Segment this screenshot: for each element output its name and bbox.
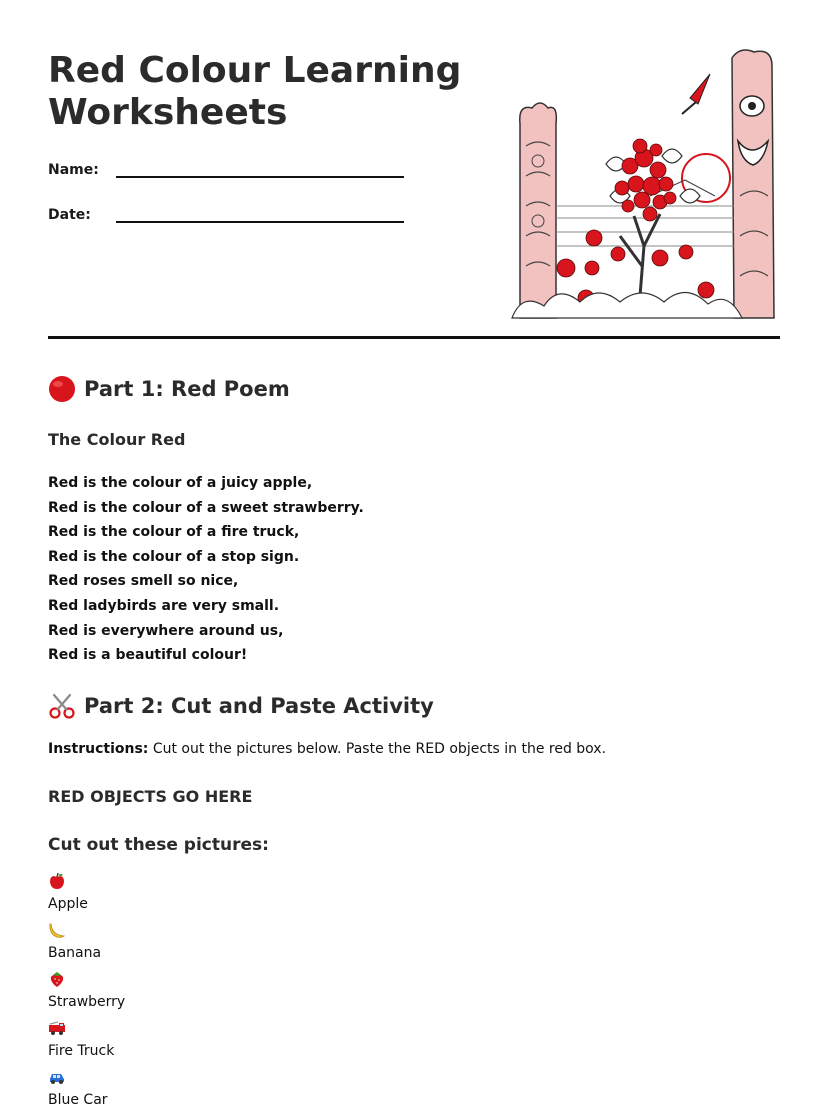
item-name: Banana [48,945,102,961]
poem-line: Red is the colour of a stop sign. [48,548,300,565]
poem-line: Red is the colour of a sweet strawberry. [48,499,364,516]
item-name: Strawberry [48,994,126,1010]
item-name: Blue Car [48,1092,108,1108]
scissors-icon [48,692,76,720]
date-field [48,205,404,223]
red-flower-illustration [510,46,780,320]
name-field [48,160,404,178]
instructions-label: Instructions: [48,741,149,757]
part2-heading [48,692,434,720]
instructions-text: Cut out the pictures below. Paste the RED objects in the red box. [148,741,607,757]
part1-heading-text: Part 1: Red Poem [84,377,290,401]
name-label: Name: [48,162,99,178]
fire-truck-icon [48,1019,66,1037]
name-write-line [116,160,404,178]
poem-line: Red is the colour of a fire truck, [48,524,300,541]
page-title: Red Colour Learning Worksheets [48,50,462,133]
item-name: Fire Truck [48,1043,115,1059]
list-item [48,872,125,921]
cut-out-heading: Cut out these pictures: [48,835,269,855]
date-label: Date: [48,207,91,223]
apple-icon [48,872,66,890]
date-write-line [116,205,404,223]
poem-lines [48,471,364,668]
banana-icon [48,921,66,939]
list-item [48,970,125,1019]
poem-line: Red is a beautiful colour! [48,647,248,664]
poem-line: Red is the colour of a juicy apple, [48,475,313,491]
red-box-label: RED OBJECTS GO HERE [48,787,253,806]
poem-title: The Colour Red [48,430,186,449]
list-item [48,1019,125,1068]
cut-out-items [48,872,125,1117]
poem-line: Red is everywhere around us, [48,622,284,639]
part1-heading [48,375,290,403]
list-item [48,1068,125,1117]
item-name: Apple [48,896,88,912]
blue-car-icon [48,1068,66,1086]
poem-line: Red ladybirds are very small. [48,597,280,614]
poem-line: Red roses smell so nice, [48,573,239,590]
header-divider [48,336,780,339]
strawberry-icon [48,970,66,988]
part2-heading-text: Part 2: Cut and Paste Activity [84,694,434,718]
instructions [48,741,606,757]
list-item [48,921,125,970]
red-circle-icon [48,375,76,403]
